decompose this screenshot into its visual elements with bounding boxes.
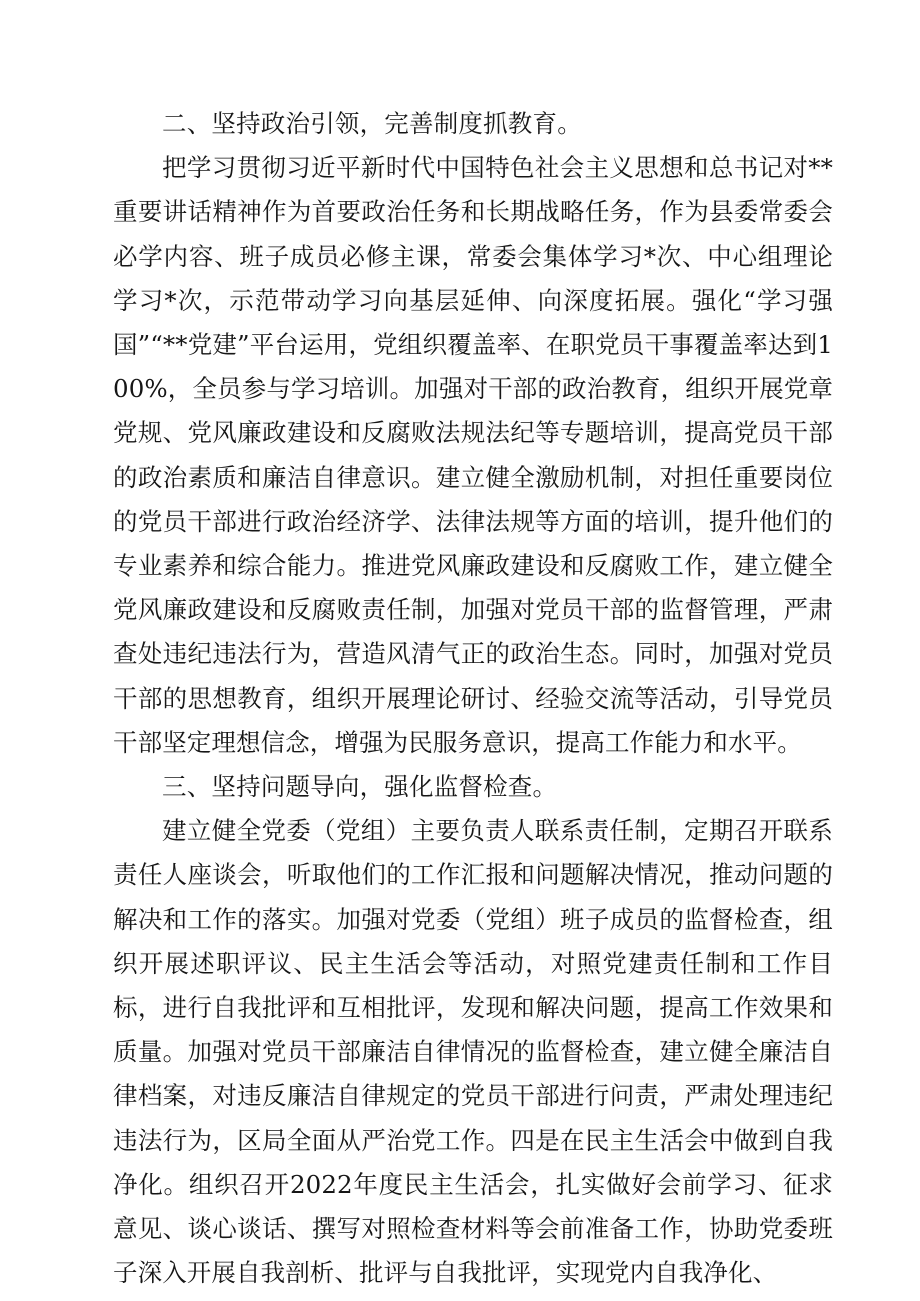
section-heading-2: 二、坚持政治引领，完善制度抓教育。 (162, 109, 582, 138)
section-heading-3: 三、坚持问题导向，强化监督检查。 (162, 772, 558, 802)
section-paragraph-2: 把学习贯彻习近平新时代中国特色社会主义思想和总书记对**重要讲话精神作为首要政治任务和长期战略任务，作为县委常委会必学内容、班子成员必修主课，常委会集体学习*次、中心组理论学习*次，示范带动学习向基层延伸、向深度拓展。强化“学习强国”“**党建”平台运用，党组织覆盖率、在职党员干事覆盖率达到100%，全员参与学习培训。加强对干部的政治教育，组织开展党章党规、党风廉政建设和反腐败法规法纪等专题培训，提高党员干部的政治素质和廉洁自律意识。建立健全激励机制，对担任重要岗位的党员干部进行政治经济学、法律法规等方面的培训，提升他们的专业素养和综合能力。推进党风廉政建设和反腐败工作，建立健全党风廉政建设和反腐败责任制，加强对党员干部的监督管理，严肃查处违纪违法行为，营造风清气正的政治生态。同时，加强对党员干部的思想教育，组织开展理论研讨、经验交流等活动，引导党员干部坚定理想信念，增强为民服务意识，提高工作能力和水平。 (113, 153, 833, 757)
section-paragraph-3: 建立健全党委（党组）主要负责人联系责任制，定期召开联系责任人座谈会，听取他们的工作汇报和问题解决情况，推动问题的解决和工作的落实。加强对党委（党组）班子成员的监督检查，组织开展述职评议、民主生活会等活动，对照党建责任制和工作目标，进行自我批评和互相批评，发现和解决问题，提高工作效果和质量。加强对党员干部廉洁自律情况的监督检查，建立健全廉洁自律档案，对违反廉洁自律规定的党员干部进行问责，严肃处理违纪违法行为，区局全面从严治党工作。四是在民主生活会中做到自我净化。组织召开2022年度民主生活会，扎实做好会前学习、征求意见、谈心谈话、撰写对照检查材料等会前准备工作，协助党委班子深入开展自我剖析、批评与自我批评，实现党内自我净化、 (113, 816, 833, 1288)
document-body (113, 102, 833, 1295)
